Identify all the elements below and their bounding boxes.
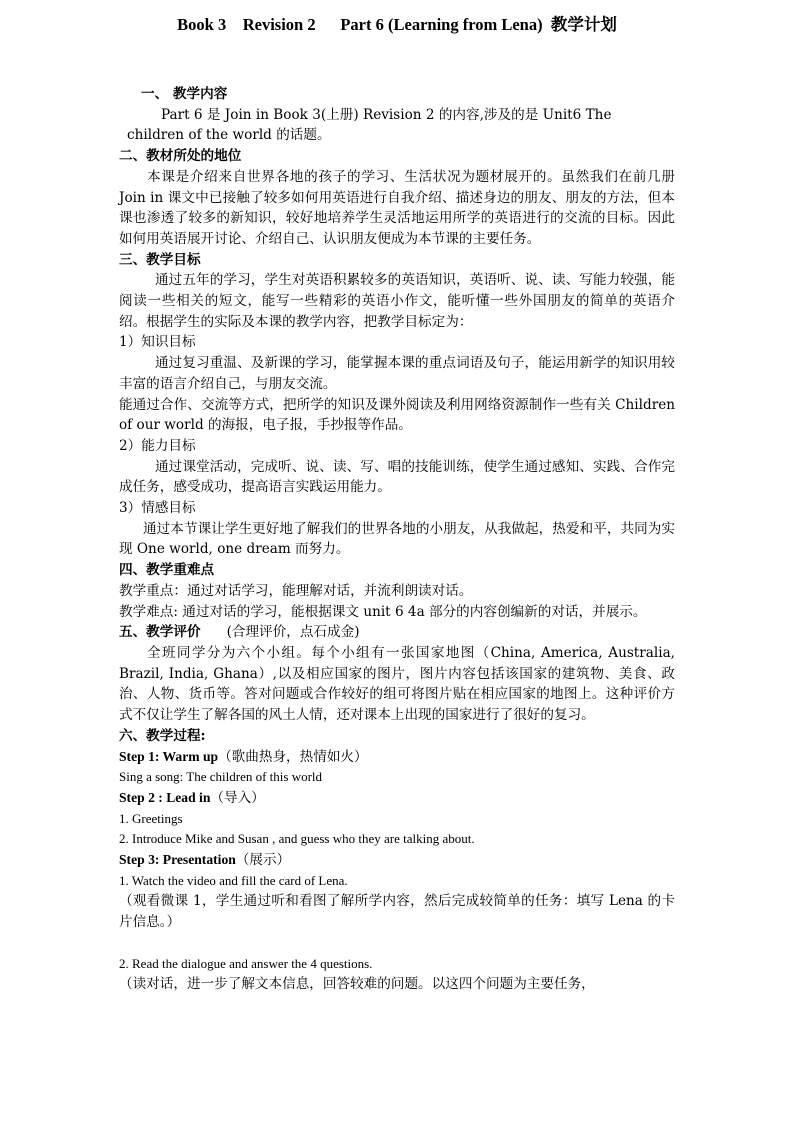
step2-note: （导入） bbox=[210, 789, 265, 806]
step3-note: （展示） bbox=[235, 852, 291, 869]
section-heading-evaluation-line bbox=[119, 622, 675, 643]
goal-ability-body: 通过课堂活动，完成听、说、读、写、唱的技能训练，使学生通过感知、实践、合作完成任务，感受成功，提高语言实践运用能力。 bbox=[119, 458, 675, 496]
step3-item-watch-video: 1. Watch the video and fill the card of Lena. bbox=[119, 872, 348, 888]
blank-line bbox=[119, 933, 675, 954]
section-heading-evaluation-note: (合理评价，点石成金) bbox=[226, 624, 360, 641]
step3-item-read-dialogue: 2. Read the dialogue and answer the 4 questions. bbox=[119, 955, 373, 971]
goal-knowledge-label: 1）知识目标 bbox=[119, 334, 196, 351]
section-body-textbook-position: 本课是介绍来自世界各地的孩子的学习、生活状况为题材展开的。虽然我们在前几册 Join in 课文中已接触了较多如何用英语进行自我介绍、描述身边的朋友、朋友的方法，但本课也渗透了较多的新知识，较好地培养学生灵活地运用所学的英语进行的交流的目标。因此如何用英语展开讨论、介绍自己、认识朋友便成为本节课的主要任务。 bbox=[119, 168, 675, 247]
step3-label: Step 3: Presentation bbox=[119, 852, 236, 868]
difficult-point-text: 教学难点: 通过对话的学习，能根据课文 unit 6 4a 部分的内容创编新的对话，并展示。 bbox=[119, 603, 647, 620]
step1-note: （歌曲热身，热情如火） bbox=[218, 748, 368, 765]
document-title: Book 3 Revision 2 Part 6 (Learning from Lena) 教学计划 bbox=[177, 15, 617, 34]
step3-item-read-dialogue-note: （读对话，进一步了解文本信息，回答较难的问题。以这四个问题为主要任务， bbox=[119, 976, 595, 993]
section-heading-teaching-goals: 三、教学目标 bbox=[119, 251, 201, 268]
section-body-teaching-content-cont: children of the world 的话题。 bbox=[127, 127, 331, 144]
goal-emotion-label: 3）情感目标 bbox=[119, 500, 196, 517]
step1-label: Step 1: Warm up bbox=[119, 748, 219, 764]
goal-ability-label: 2）能力目标 bbox=[119, 437, 196, 454]
step1-line bbox=[119, 747, 675, 768]
step1-item: Sing a song: The children of this world bbox=[119, 769, 323, 785]
section-heading-evaluation: 五、教学评价 bbox=[119, 624, 201, 641]
key-point-text: 教学重点：通过对话学习，能理解对话，并流利朗读对话。 bbox=[119, 582, 473, 599]
step3-line bbox=[119, 850, 675, 871]
section-heading-textbook-position: 二、教材所处的地位 bbox=[119, 148, 242, 165]
goal-knowledge-body: 通过复习重温、及新课的学习，能掌握本课的重点词语及句子，能运用新学的知识用较丰富的语言介绍自己，与朋友交流。 bbox=[119, 355, 675, 392]
step2-label: Step 2 : Lead in bbox=[119, 789, 211, 805]
step2-item-introduce: 2. Introduce Mike and Susan , and guess who they are talking about. bbox=[119, 831, 475, 847]
goal-knowledge-body-2: 能通过合作、交流等方式，把所学的知识及课外阅读及利用网络资源制作一些有关 Children of our world 的海报，电子报，手抄报等作品。 bbox=[119, 396, 675, 434]
section-heading-process: 六、教学过程: bbox=[119, 727, 206, 744]
section-body-teaching-content: Part 6 是 Join in Book 3(上册) Revision 2 的内容,涉及的是 Unit6 The bbox=[161, 106, 612, 123]
step3-item-watch-video-note: （观看微课 1，学生通过听和看图了解所学内容，然后完成较简单的任务：填写 Lena 的卡片信息。） bbox=[119, 893, 675, 931]
step2-item-greetings: 1. Greetings bbox=[119, 810, 183, 826]
section-body-evaluation: 全班同学分为六个小组。每个小组有一张国家地图（China, America, Australia, Brazil, India, Ghana）,以及相应国家的图片，图片内容包括该国家的建筑物、美食、政治、人物、货币等。答对问题或合作较好的组可将图片贴在相应国家的地图上。这种评价方式不仅让学生了解各国的风土人情，还对课本上出现的国家进行了很好的复习。 bbox=[119, 644, 675, 724]
section-heading-teaching-content: 一、 教学内容 bbox=[141, 86, 228, 102]
step2-line bbox=[119, 788, 675, 809]
section-heading-key-points: 四、教学重难点 bbox=[119, 562, 215, 579]
document-body bbox=[119, 84, 675, 995]
goal-emotion-body: 通过本节课让学生更好地了解我们的世界各地的小朋友，从我做起，热爱和平，共同为实现 One world, one dream 而努力。 bbox=[119, 520, 675, 558]
section-body-teaching-goals: 通过五年的学习，学生对英语积累较多的英语知识，英语听、说、读、写能力较强，能阅读一些相关的短文，能写一些精彩的英语小作文，能听懂一些外国朋友的简单的英语介绍。根据学生的实际及本课的教学内容，把教学目标定为： bbox=[119, 272, 675, 330]
